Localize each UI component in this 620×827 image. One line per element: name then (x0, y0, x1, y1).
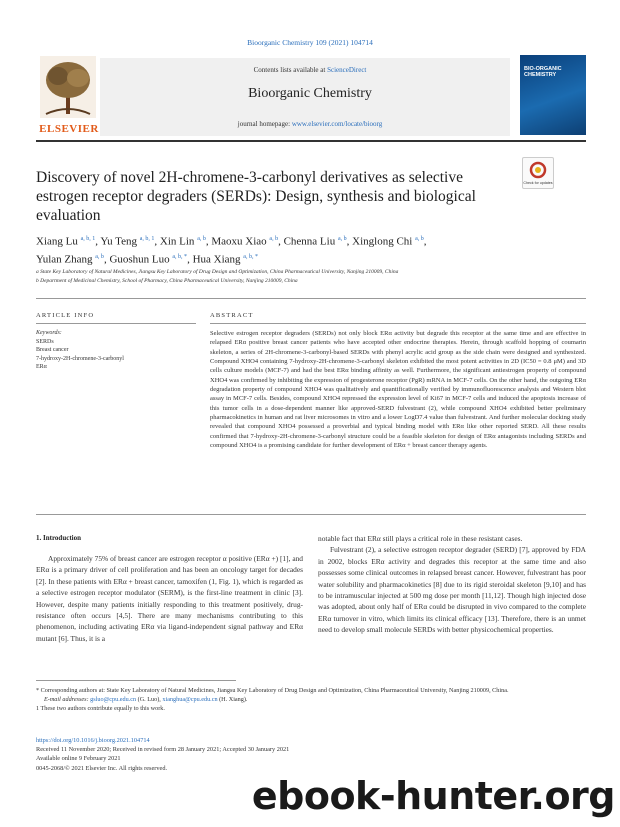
affiliation-a: a State Key Laboratory of Natural Medicines, Jiangsu Key Laboratory of Drug Design and Optimization, China Pharmaceutical University, Nanjing 210009, China (36, 269, 399, 275)
article-info-heading: ARTICLE INFO (36, 312, 95, 319)
abstract-text: Selective estrogen receptor degraders (SERDs) not only block ERα activity but degrade this receptor at the same time and are effective in relapsed ERα positive breast cancer patients who have accepted other endocrine therapies. Herein, through scaffold hopping of coumarin skeleton, a series of 2H-chromene-3-carbonyl-based SERDs with phenyl acrylic acid group as the side chain were designed and synthesized. Compound XHO4 containing 7-hydroxy-2H-chromene-3-carbonyl skeleton exhibited the most potent activities in 2D (IC50 = 0.8 μM) and 3D cells culture models (MCF-7) and had the best ERα binding affinity as well. Furthermore, the significant antiestrogen property of compound XHO4 was confirmed by inhibiting the expression of progesterone receptor (PgR) mRNA in MCF-7 cells. On the other hand, the outgoing ERα degradation property of compound XHO4 was qualitatively and quantificationally verified by immunofluorescence analysis and Western blot assay in MCF-7 cells. Besides, compound XHO4 repressed the expression level of Ki67 in MCF-7 cells and induced the apoptosis increase of this tumor cells in a dose-dependent manner like approved-SERD fulvestrant (2), while compound XHO4 exhibited better preliminary pharmacokinetics in human and rat liver microsomes in vitro and a lower LogD7.4 value than fulvestrant. And further molecular docking study revealed that compound XHO4 possessed a proverbial and typical binding model with ERα like other reported SERD. All these results confirmed that 7-hydroxy-2H-chromene-3-carbonyl structure could be a feasible skeleton for design of ERα antagonists including SERDs and compound XHO4 is a promising candidate for further development of ERα + breast cancer therapy agents. (210, 330, 586, 450)
introduction-left-column: Approximately 75% of breast cancer are estrogen receptor α positive (ERα +) [1], and ERα is a primary driver of cell proliferation and has been an oncology target for decades [2]. In these patients with ERα + breast cancer, tamoxifen (1, Fig. 1), which is regarded as a selective estrogen receptor modulator (SERM), is the first-line treatment in clinic [3]. However, despite many patients initially responding to this treatment positively, drug-resistance often occurs [4,5]. There are many mechanisms contributing to this phenomenon, including activating ERα via ligand-independent signal pathway and ERα mutant [6]. Thus, it is a (36, 554, 303, 643)
keyword-item: SERDs (36, 338, 54, 345)
keywords-label: Keywords: (36, 330, 62, 336)
abstract-bottom-rule (36, 514, 586, 515)
footnote-rule (36, 680, 236, 681)
received-dates: Received 11 November 2020; Received in revised form 28 January 2021; Accepted 30 January 2021 (36, 746, 290, 754)
footnote-emails (36, 695, 586, 704)
email-link-luo[interactable]: gsluo@cpu.edu.cn (90, 696, 137, 704)
article-info-rule (36, 323, 196, 324)
footnote-equal-contribution: 1 These two authors contribute equally to this work. (36, 705, 165, 713)
publication-info (36, 736, 436, 773)
check-badge-label: Check for updates (523, 181, 553, 185)
cover-title: BIO-ORGANIC CHEMISTRY (524, 66, 562, 79)
authors-line-1[interactable]: Xiang Lu $^{a, b, 1}$, Yu Teng $^{a, b, 1}$, Xin Lin $^{a, b}$, Maoxu Xiao $^{a, b}$, Chenna Liu $^{a, b}$, Xinglong Chi $^{a, b}$, (36, 235, 427, 248)
intro-right-para-1: notable fact that ERα still plays a critical role in these resistant cases. (318, 534, 523, 543)
email-link-xiang[interactable]: xianghua@cpu.edu.cn (162, 696, 218, 704)
homepage-link[interactable]: www.elsevier.com/locate/bioorg (291, 120, 383, 128)
introduction-right-column (318, 533, 586, 636)
email-prefix: E-mail addresses: (44, 696, 91, 704)
email-name-xiang: (H. Xiang). (217, 696, 248, 704)
footnote-corresponding: * Corresponding authors at: State Key Laboratory of Natural Medicines, Jiangsu Key Laboratory of Drug Design and Optimization, China Pharmaceutical University, Nanjing 210009, China. (36, 687, 509, 694)
keywords-block (36, 329, 196, 372)
check-for-updates-icon[interactable] (522, 157, 554, 189)
homepage-prefix: journal homepage: (237, 120, 292, 128)
intro-right-para-2: Fulvestrant (2), a selective estrogen receptor degrader (SERD) [7], approved by FDA in 2002, blocks ERα activity and degrades this receptor at the same time and also possesses some clinical outcomes in relapsed breast cancer. However, fulvestrant has poor water solubility and pharmacokinetics [8] due to its rigid steroidal skeleton [9,10] and has to be intramuscular injected at 500 mg dose per month [11,12]. Though high injected dose was adopted, about only half of ERα could be disrupted in vivo compared to the complete ERα turnover in vitro, which limits its clinical efficacy [13]. Therefore, there is an unmet need to develop small molecule SERDs with better physicochemical properties. (318, 545, 586, 635)
keyword-item: Breast cancer (36, 347, 69, 353)
abstract-rule (210, 323, 586, 324)
introduction-heading: 1. Introduction (36, 534, 81, 542)
available-online: Available online 9 February 2021 (36, 755, 121, 763)
footnotes (36, 686, 586, 714)
keyword-item: 7-hydroxy-2H-chromene-3-carbonyl (36, 355, 124, 362)
journal-reference[interactable]: Bioorganic Chemistry 109 (2021) 104714 (247, 38, 373, 47)
author-list (36, 232, 556, 268)
watermark-text: ebook-hunter.org (251, 774, 615, 818)
sciencedirect-link[interactable]: ScienceDirect (327, 66, 367, 74)
header-divider (36, 140, 586, 142)
affiliations (36, 268, 586, 286)
contents-prefix: Contents lists available at (253, 66, 328, 74)
copyright: 0045-2068/© 2021 Elsevier Inc. All rights reserved. (36, 764, 168, 772)
affiliation-b: b Department of Medicinal Chemistry, School of Pharmacy, China Pharmaceutical University, Nanjing 210009, China (36, 278, 298, 284)
affiliation-divider (36, 298, 586, 299)
article-title: Discovery of novel 2H-chromene-3-carbonyl derivatives as selective estrogen receptor degraders (SERDs): Design, synthesis and biological evaluation (36, 169, 476, 224)
doi-link[interactable]: https://doi.org/10.1016/j.bioorg.2021.104714 (36, 737, 150, 744)
authors-line-2[interactable]: Yulan Zhang $^{a, b}$, Guoshun Luo $^{a, b, *}$, Hua Xiang $^{a, b, *}$ (36, 253, 258, 266)
publisher-logo-text: ELSEVIER (39, 123, 99, 135)
elsevier-tree-logo-icon (36, 54, 100, 134)
abstract-heading: ABSTRACT (210, 312, 254, 319)
email-name-luo: (G. Luo), (136, 696, 163, 704)
journal-name: Bioorganic Chemistry (248, 86, 372, 101)
keyword-item: ERα (36, 364, 47, 370)
